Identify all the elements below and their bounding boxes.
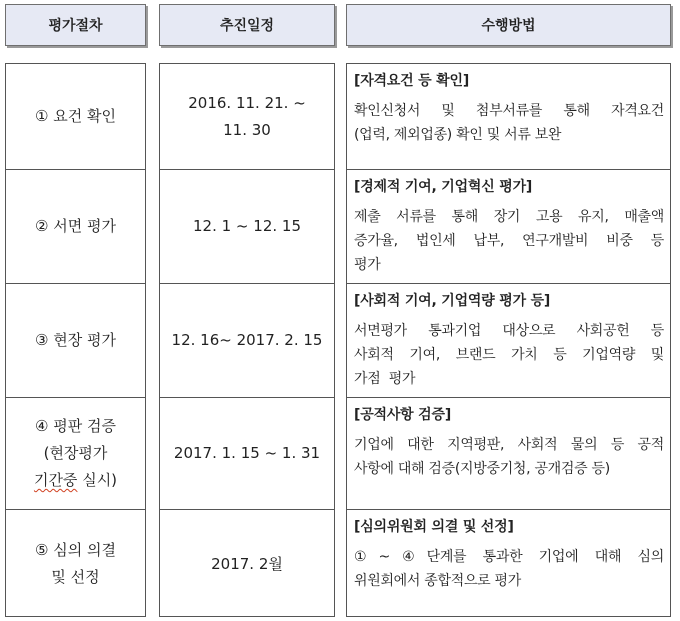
method-column: [346, 63, 671, 617]
method-body: [354, 319, 664, 391]
procedure-cell-1: [6, 64, 145, 170]
method-line: 증가율, 법인세 납부, 연구개발비 비중 등: [354, 233, 664, 249]
method-line: 평가: [354, 257, 381, 273]
procedure-line: 및 선정: [51, 568, 100, 586]
procedure-word: 실시): [77, 471, 118, 489]
procedure-cell-4: [6, 398, 145, 510]
method-body: [354, 545, 664, 593]
procedure-label: ② 서면 평가: [35, 217, 116, 235]
header-schedule-label: 추진일정: [219, 18, 275, 34]
header-schedule: [159, 4, 335, 46]
schedule-value: 12. 16~ 2017. 2. 15: [171, 331, 323, 349]
schedule-cell-5: [160, 510, 334, 618]
schedule-value: [188, 90, 306, 144]
schedule-column: [159, 63, 335, 617]
procedure-line: (현장평가: [43, 444, 108, 462]
method-body: [354, 433, 664, 481]
procedure-label: ① 요건 확인: [35, 107, 116, 125]
procedure-word: 기간중: [33, 471, 78, 489]
method-line: 가점 평가: [354, 371, 416, 387]
procedure-cell-5: [6, 510, 145, 618]
procedure-cell-2: [6, 170, 145, 284]
schedule-cell-1: [160, 64, 334, 170]
procedure-line: ④ 평판 검증: [35, 417, 116, 435]
method-title: [경제적 기여, 기업혁신 평가]: [354, 179, 533, 195]
method-cell-5: [347, 510, 670, 618]
schedule-cell-2: [160, 170, 334, 284]
header-procedure: [5, 4, 146, 46]
method-title: [공적사항 검증]: [354, 407, 452, 423]
procedure-label: ③ 현장 평가: [35, 331, 116, 349]
method-title: [심의위원회 의결 및 선정]: [354, 519, 514, 535]
method-line: 기업에 대한 지역평판, 사회적 물의 등 공적: [354, 437, 664, 453]
schedule-value: 2017. 2월: [211, 554, 283, 573]
procedure-line: ⑤ 심의 의결: [35, 541, 116, 559]
schedule-value: 12. 1 ~ 12. 15: [193, 217, 301, 235]
method-cell-3: [347, 284, 670, 398]
header-method-label: 수행방법: [481, 18, 536, 34]
schedule-cell-4: [160, 398, 334, 510]
schedule-line: 2016. 11. 21. ~: [188, 93, 306, 112]
procedure-label: [34, 413, 117, 494]
schedule-value: 2017. 1. 15 ~ 1. 31: [173, 444, 321, 462]
method-cell-2: [347, 170, 670, 284]
schedule-cell-3: [160, 284, 334, 398]
procedure-line: [34, 467, 117, 494]
method-body: [354, 205, 664, 277]
method-line: ①~④단계를 통과한 기업에 대해 심의: [354, 549, 664, 565]
method-line: 서면평가 통과기업 대상으로 사회공헌 등: [354, 323, 664, 339]
method-title: [자격요건 등 확인]: [354, 73, 470, 89]
method-line: (업력, 제외업종) 확인 및 서류 보완: [354, 127, 562, 143]
header-method: [346, 4, 671, 46]
procedure-column: [5, 63, 146, 617]
method-line: 제출 서류를 통해 장기 고용 유지, 매출액: [354, 209, 664, 225]
method-line: 사회적 기여, 브랜드 가치 등 기업역량 및: [354, 347, 664, 363]
method-line: 위원회에서 종합적으로 평가: [354, 573, 521, 589]
header-procedure-label: 평가절차: [48, 18, 103, 34]
procedure-cell-3: [6, 284, 145, 398]
method-title: [사회적 기여, 기업역량 평가 등]: [354, 293, 551, 309]
method-line: 사항에 대해 검증(지방중기청, 공개검증 등): [354, 461, 610, 477]
schedule-line: 11. 30: [223, 120, 271, 139]
method-line: 확인신청서 및 첨부서류를 통해 자격요건: [354, 103, 664, 119]
method-cell-1: [347, 64, 670, 170]
method-body: [354, 99, 664, 147]
procedure-label: [35, 537, 116, 591]
method-cell-4: [347, 398, 670, 510]
